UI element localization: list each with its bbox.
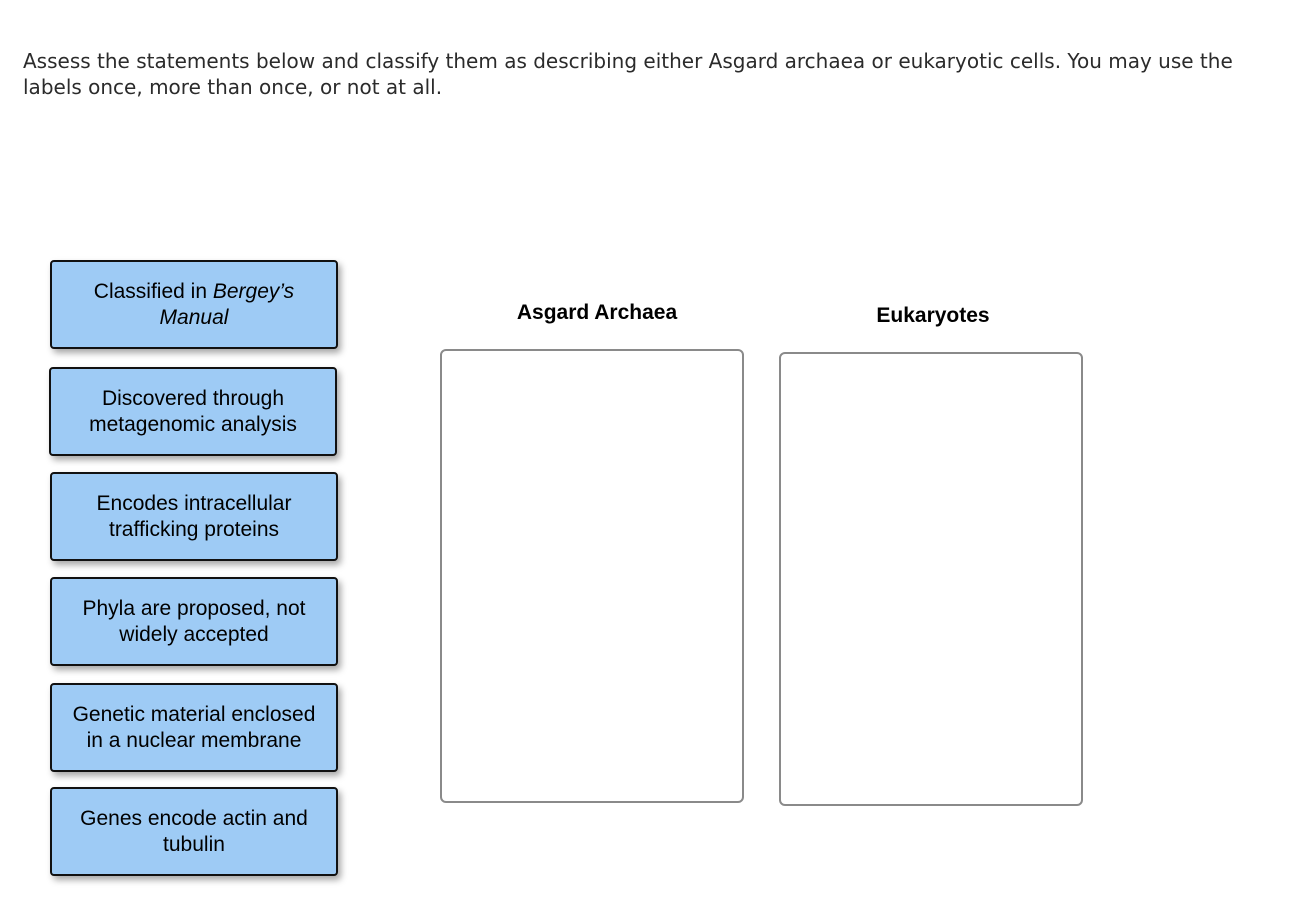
drop-zone-eukaryotes[interactable] <box>779 352 1083 806</box>
heading-asgard-archaea: Asgard Archaea <box>516 301 678 324</box>
heading-eukaryotes: Eukaryotes <box>876 304 990 327</box>
drag-label-actin-tubulin[interactable] <box>50 787 338 876</box>
drag-label-bergeys-manual[interactable] <box>50 260 338 349</box>
label-text: Classified in Bergey’s Manual <box>93 279 295 329</box>
drag-label-metagenomic[interactable] <box>49 367 337 456</box>
label-text: Genetic material enclosed in a nuclear membrane <box>72 702 316 752</box>
label-text: Genes encode actin and tubulin <box>80 806 308 856</box>
instructions-text: Assess the statements below and classify them as describing either Asgard archaea or eukaryotic cells. You may use the labels once, more than once, or not at all. <box>23 49 1233 99</box>
drag-label-phyla-proposed[interactable] <box>50 577 338 666</box>
drop-zone-asgard-archaea[interactable] <box>440 349 744 803</box>
drag-label-nuclear-membrane[interactable] <box>50 683 338 772</box>
label-text: Phyla are proposed, not widely accepted <box>82 596 306 646</box>
label-text: Discovered through metagenomic analysis <box>89 386 297 436</box>
drag-label-trafficking-proteins[interactable] <box>50 472 338 561</box>
label-text: Encodes intracellular trafficking proteins <box>96 491 292 541</box>
